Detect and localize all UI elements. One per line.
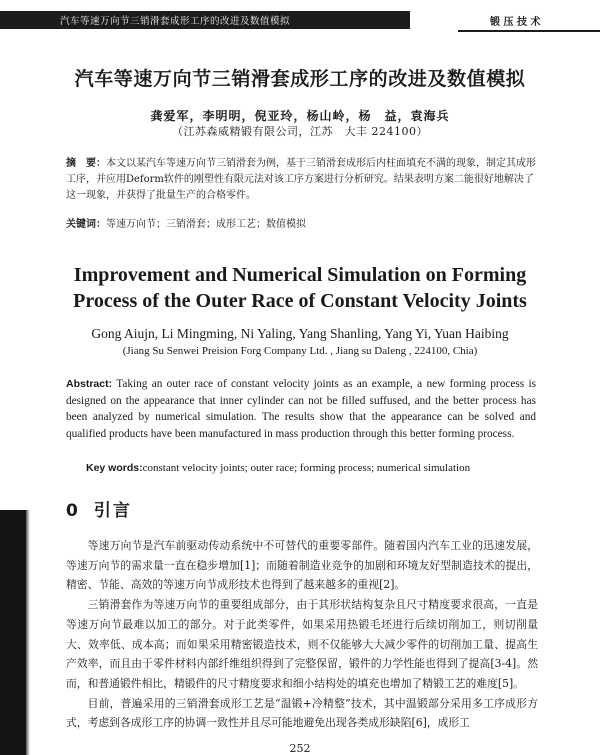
english-title xyxy=(0,262,600,314)
scan-binding-shadow xyxy=(0,510,26,755)
english-keywords-text: constant velocity joints; outer race; forming process; numerical simulation xyxy=(142,462,471,474)
section-number: 0 xyxy=(66,501,80,521)
body-paragraph-2: 三销滑套作为等速万向节的重要组成部分，由于其形状结构复杂且尺寸精度要求很高，一直是等速万向节最难以加工的部分。对于此类零件，如果采用热锻毛坯进行后续切削加工，则切削量大、效率低、成本高；而如果采用精密锻造技术，则不仅能够大大减少零件的切削加工量、提高生产效率，而且由于零件材料内部纤维组织得到了完整保留，锻件的力学性能也得到了提高[3-4]。然而，和普通锻件相比，精锻件的尺寸精度要求和细小结构处的填充也增加了精锻工艺的难度[5]。 xyxy=(66,598,538,690)
chinese-abstract xyxy=(66,156,536,204)
english-title-line-2: Process of the Outer Race of Constant Velocity Joints xyxy=(73,290,527,312)
section-heading xyxy=(66,496,146,521)
chinese-title: 汽车等速万向节三销滑套成形工序的改进及数值模拟 xyxy=(74,68,526,90)
chinese-abstract-label: 摘 要： xyxy=(66,158,106,169)
running-title: 汽车等速万向节三销滑套成形工序的改进及数值模拟 xyxy=(60,16,291,27)
section-title: 引言 xyxy=(93,501,132,521)
running-header xyxy=(0,0,600,33)
chinese-keywords-label: 关键词： xyxy=(66,219,106,230)
chinese-affiliation: （江苏森威精锻有限公司，江苏 大丰 224100） xyxy=(172,125,428,138)
chinese-keywords-text: 等速万向节；三销滑套；成形工艺；数值模拟 xyxy=(106,219,306,230)
chinese-keywords xyxy=(66,218,536,232)
english-abstract xyxy=(66,376,536,442)
english-authors: Gong Aiujn, Li Mingming, Ni Yaling, Yang Shanling, Yang Yi, Yuan Haibing xyxy=(91,326,509,341)
chinese-abstract-text: 本文以某汽车等速万向节三销滑套为例，基于三销滑套成形后内柱面填充不满的现象，制定其成形工序，并应用Deform软件的刚塑性有限元法对该工序方案进行分析研究。结果表明方案二能很好地解决了这一现象，并获得了批量生产的合格零件。 xyxy=(66,158,536,201)
page-number: 252 xyxy=(289,742,311,755)
english-affiliation: (Jiang Su Senwei Preision Forg Company Ltd. , Jiang su Daleng , 224100, Chia) xyxy=(122,345,478,357)
english-abstract-label: Abstract: xyxy=(66,378,113,390)
english-abstract-text: Taking an outer race of constant velocity joints as an example, a new forming process is designed on the appearance that inner cylinder can not be filled suffused, and the better process has been analyzed by numerical simulation. The results show that the appearance can be solved and qualified products have been manufactured in mass production through this better forming process. xyxy=(66,378,536,440)
body-paragraph-3: 目前，普遍采用的三销滑套成形工艺是“温锻+冷精整”技术，其中温锻部分采用多工序成形方式，考虑到各成形工序的协调一致性并且尽可能地避免出现各类成形缺陷[6]，成形工 xyxy=(66,696,538,730)
body-text xyxy=(66,536,538,733)
body-paragraph-1: 等速万向节是汽车前驱动传动系统中不可替代的重要零部件。随着国内汽车工业的迅速发展，等速万向节的需求量一直在稳步增加[1]；而随着制造业竞争的加剧和环境友好型制造技术的提出，精密、节能、高效的等速万向节成形技术也得到了越来越多的重视[2]。 xyxy=(66,539,538,592)
english-title-line-1: Improvement and Numerical Simulation on Forming xyxy=(73,264,527,286)
english-keywords xyxy=(86,462,546,474)
chinese-authors: 龚爱军，李明明，倪亚玲，杨山岭，杨 益，袁海兵 xyxy=(150,109,450,123)
english-keywords-label: Key words: xyxy=(86,462,143,474)
journal-name: 锻 压 技 术 xyxy=(490,17,541,28)
